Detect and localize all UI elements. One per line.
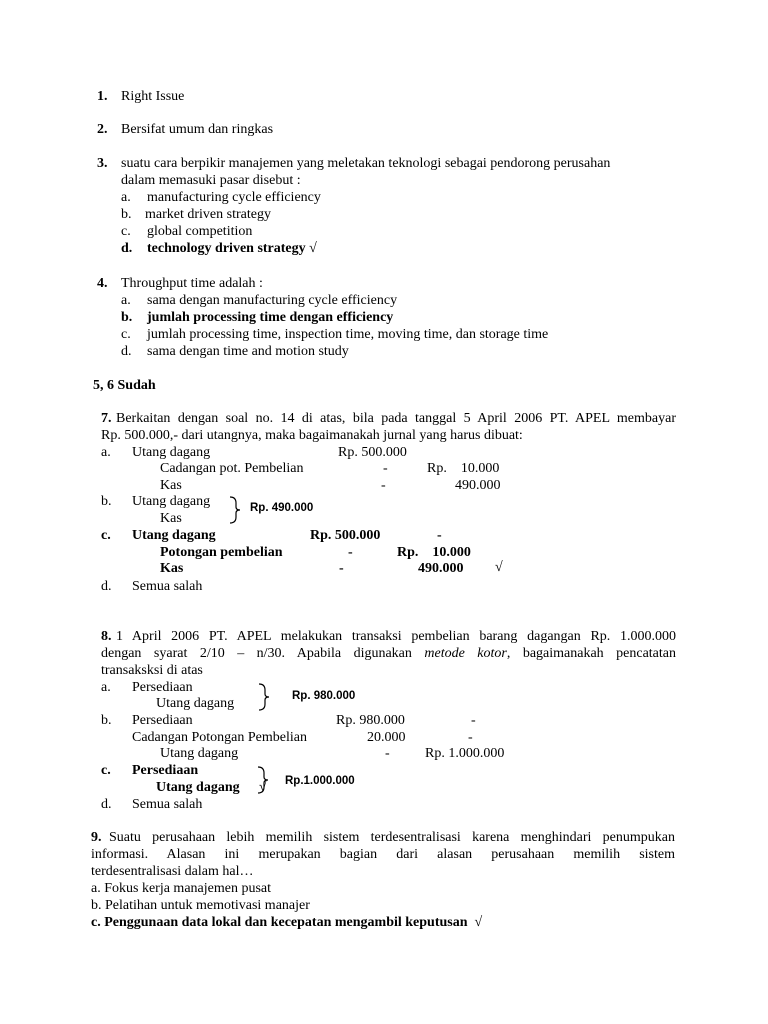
option-text: global competition (147, 224, 253, 239)
journal-amount: Rp. 500.000 (310, 528, 381, 543)
question-number: 4. (97, 276, 108, 291)
right-brace-icon (228, 496, 242, 524)
journal-account: Potongan pembelian (160, 545, 283, 560)
right-brace-icon (257, 683, 271, 711)
journal-amount: 20.000 (367, 730, 406, 745)
question-text: Throughput time adalah : (121, 276, 263, 291)
journal-amount: Rp. 10.000 (427, 461, 500, 476)
option-letter: d. (121, 344, 132, 359)
brace-amount: Rp. 980.000 (292, 690, 356, 702)
option-letter: c. (101, 528, 111, 543)
option-text: market driven strategy (145, 207, 271, 222)
option-letter: a. (121, 190, 131, 205)
question-number: 8. (101, 629, 112, 644)
option-letter: c. (121, 327, 131, 342)
question-text-part: dengan syarat 2/10 – n/30. Apabila digunakan (101, 646, 425, 661)
option-text: b. Pelatihan untuk memotivasi manajer (91, 898, 310, 913)
journal-dash: - (383, 461, 388, 476)
journal-account: Cadangan pot. Pembelian (160, 461, 304, 476)
question-text-italic: metode kotor (424, 646, 507, 661)
question-number: 9. (91, 830, 102, 845)
section-note: 5, 6 Sudah (93, 378, 156, 393)
option-letter: c. (101, 763, 111, 778)
journal-amount: Rp. 10.000 (397, 545, 471, 560)
journal-dash: - (381, 478, 386, 493)
journal-amount: Rp. 1.000.000 (425, 746, 505, 761)
option-text: Semua salah (132, 579, 203, 594)
check-mark: √ (495, 560, 503, 575)
journal-account: Utang dagang (160, 746, 239, 761)
option-letter: c. (121, 224, 131, 239)
option-text: sama dengan time and motion study (147, 344, 349, 359)
option-letter: d. (121, 241, 133, 256)
option-letter: b. (121, 207, 132, 222)
journal-dash: - (385, 746, 390, 761)
option-text: sama dengan manufacturing cycle efficiency (147, 293, 398, 308)
option-letter: d. (101, 797, 112, 812)
question-text: dalam memasuki pasar disebut : (121, 173, 301, 188)
journal-account: Persediaan (132, 713, 193, 728)
journal-account: Utang dagang (156, 696, 235, 711)
journal-account: Cadangan Potongan Pembelian (132, 730, 307, 745)
option-text: jumlah processing time, inspection time, moving time, dan storage time (147, 327, 549, 342)
journal-account: Utang dagang (132, 494, 211, 509)
journal-account: Kas (160, 511, 182, 526)
question-number: 7. (101, 411, 112, 426)
option-letter: d. (101, 579, 112, 594)
question-number: 3. (97, 156, 108, 171)
journal-account: Utang dagang (132, 445, 211, 460)
journal-amount: Rp. 500.000 (338, 445, 407, 460)
correct-option-text: jumlah processing time dengan efficiency (147, 310, 394, 325)
journal-account: Kas (160, 478, 182, 493)
option-text: manufacturing cycle efficiency (147, 190, 321, 205)
journal-dash: - (437, 528, 442, 543)
journal-amount: 490.000 (418, 561, 464, 576)
journal-account: Persediaan (132, 763, 199, 778)
journal-account: Utang dagang (132, 528, 216, 543)
journal-dash: - (348, 545, 353, 560)
question-text: suatu cara berpikir manajemen yang meletakan teknologi sebagai pendorong perusahan (121, 156, 611, 171)
journal-account: Persediaan (132, 680, 193, 695)
journal-amount: Rp. 980.000 (336, 713, 405, 728)
brace-amount: Rp. 490.000 (250, 502, 314, 514)
option-text: Semua salah (132, 797, 203, 812)
correct-option-text: technology driven strategy √ (147, 241, 317, 256)
question-text: informasi. Alasan ini merupakan bagian dari alasan perusahaan memilih sistem (91, 847, 675, 862)
correct-option-text: c. Penggunaan data lokal dan kecepatan mengambil keputusan √ (91, 915, 483, 930)
option-letter: a. (101, 445, 111, 460)
check-mark: √ (259, 780, 267, 795)
question-text: 1 April 2006 PT. APEL melakukan transaksi pembelian barang dagangan Rp. 1.000.000 (116, 629, 676, 644)
question-text: Rp. 500.000,- dari utangnya, maka bagaimanakah jurnal yang harus dibuat: (101, 428, 523, 443)
brace-amount: Rp.1.000.000 (285, 775, 355, 787)
journal-dash: - (471, 713, 476, 728)
answer-text: Bersifat umum dan ringkas (121, 122, 274, 137)
option-letter: b. (101, 494, 112, 509)
question-text: terdesentralisasi dalam hal… (91, 864, 254, 879)
question-number: 2. (97, 122, 108, 137)
option-letter: b. (101, 713, 112, 728)
option-letter: b. (121, 310, 133, 325)
journal-dash: - (468, 730, 473, 745)
question-text-part: , bagaimanakah pencatatan (506, 646, 677, 661)
question-text (101, 645, 676, 662)
question-text: Suatu perusahaan lebih memilih sistem terdesentralisasi karena menghindari penumpukan (109, 830, 675, 845)
journal-amount: 490.000 (455, 478, 501, 493)
question-text: Berkaitan dengan soal no. 14 di atas, bila pada tanggal 5 April 2006 PT. APEL membayar (116, 411, 676, 426)
journal-account: Utang dagang (156, 780, 240, 795)
journal-account: Kas (160, 561, 184, 576)
option-letter: a. (101, 680, 111, 695)
journal-dash: - (339, 561, 344, 576)
question-text: transaksksi di atas (101, 663, 203, 678)
answer-text: Right Issue (121, 89, 185, 104)
option-text: a. Fokus kerja manajemen pusat (91, 881, 272, 896)
option-letter: a. (121, 293, 131, 308)
question-number: 1. (97, 89, 108, 104)
